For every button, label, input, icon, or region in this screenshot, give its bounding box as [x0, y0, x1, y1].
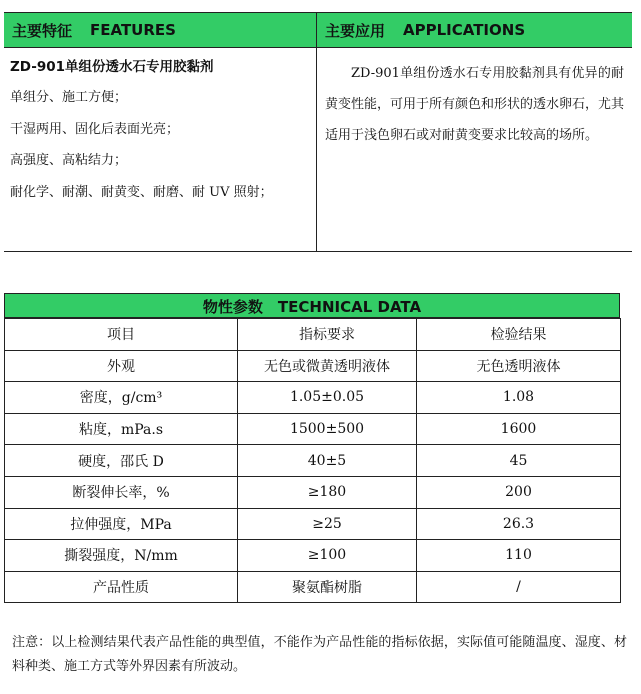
cell-item: 粘度，mPa.s — [5, 413, 238, 445]
cell-result: 45 — [417, 445, 621, 477]
technical-data-title: 物性参数 TECHNICAL DATA — [4, 293, 620, 318]
features-column — [4, 48, 317, 252]
feature-line: 高强度、高粘结力； — [10, 153, 128, 168]
cell-result: 26.3 — [417, 508, 621, 540]
feature-line: 耐化学、耐潮、耐黄变、耐磨、耐 UV 照射； — [10, 184, 273, 200]
table-row — [5, 413, 621, 445]
column-header-item: 项目 — [5, 319, 238, 351]
cell-requirement: 无色或微黄透明液体 — [238, 350, 417, 382]
table-row — [5, 476, 621, 508]
section-body-row — [4, 48, 632, 252]
cell-result: 1.08 — [417, 382, 621, 414]
cell-item: 断裂伸长率，% — [5, 476, 238, 508]
table-row — [5, 445, 621, 477]
cell-requirement: 聚氨酯树脂 — [238, 571, 417, 603]
cell-result: 1600 — [417, 413, 621, 445]
disclaimer-note: 注意：以上检测结果代表产品性能的典型值，不能作为产品性能的指标依据，实际值可能随温度、湿度、材料种类、施工方式等外界因素有所波动。 — [12, 635, 627, 674]
column-header-requirement: 指标要求 — [238, 319, 417, 351]
table-row — [5, 571, 621, 603]
table-row — [5, 382, 621, 414]
feature-line: 干湿两用、固化后表面光亮； — [10, 121, 180, 137]
applications-header-en: APPLICATIONS — [403, 21, 526, 39]
cell-result: / — [417, 571, 621, 603]
applications-text: ZD-901单组份透水石专用胶黏剂具有优异的耐黄变性能，可用于所有颜色和形状的透水卵石，尤其适用于浅色卵石或对耐黄变要求比较高的场所。 — [325, 66, 625, 143]
technical-data-section — [4, 293, 620, 603]
technical-data-table — [4, 318, 621, 603]
cell-result: 110 — [417, 540, 621, 572]
cell-requirement: ≥25 — [238, 508, 417, 540]
cell-requirement: ≥180 — [238, 476, 417, 508]
section-header-row — [4, 12, 632, 48]
applications-header — [317, 13, 632, 47]
cell-item: 硬度，邵氏 D — [5, 445, 238, 477]
cell-item: 拉伸强度，MPa — [5, 508, 238, 540]
table-header-row — [5, 319, 621, 351]
features-header-cn: 主要特征 — [12, 21, 73, 40]
table-row — [5, 350, 621, 382]
cell-result: 200 — [417, 476, 621, 508]
cell-result: 无色透明液体 — [417, 350, 621, 382]
cell-requirement: ≥100 — [238, 540, 417, 572]
applications-header-cn: 主要应用 — [325, 21, 386, 40]
product-title: ZD-901单组份透水石专用胶黏剂 — [10, 59, 214, 75]
cell-item: 撕裂强度，N/mm — [5, 540, 238, 572]
cell-requirement: 1.05±0.05 — [238, 382, 417, 414]
cell-item: 产品性质 — [5, 571, 238, 603]
cell-item: 密度，g/cm³ — [5, 382, 238, 414]
applications-column — [317, 48, 632, 252]
features-header-en: FEATURES — [90, 21, 176, 39]
features-applications-block — [4, 12, 632, 252]
feature-line: 单组分、施工方便； — [10, 90, 128, 105]
cell-requirement: 1500±500 — [238, 413, 417, 445]
features-header — [4, 13, 317, 47]
column-header-result: 检验结果 — [417, 319, 621, 351]
cell-item: 外观 — [5, 350, 238, 382]
cell-requirement: 40±5 — [238, 445, 417, 477]
table-row — [5, 508, 621, 540]
table-row — [5, 540, 621, 572]
